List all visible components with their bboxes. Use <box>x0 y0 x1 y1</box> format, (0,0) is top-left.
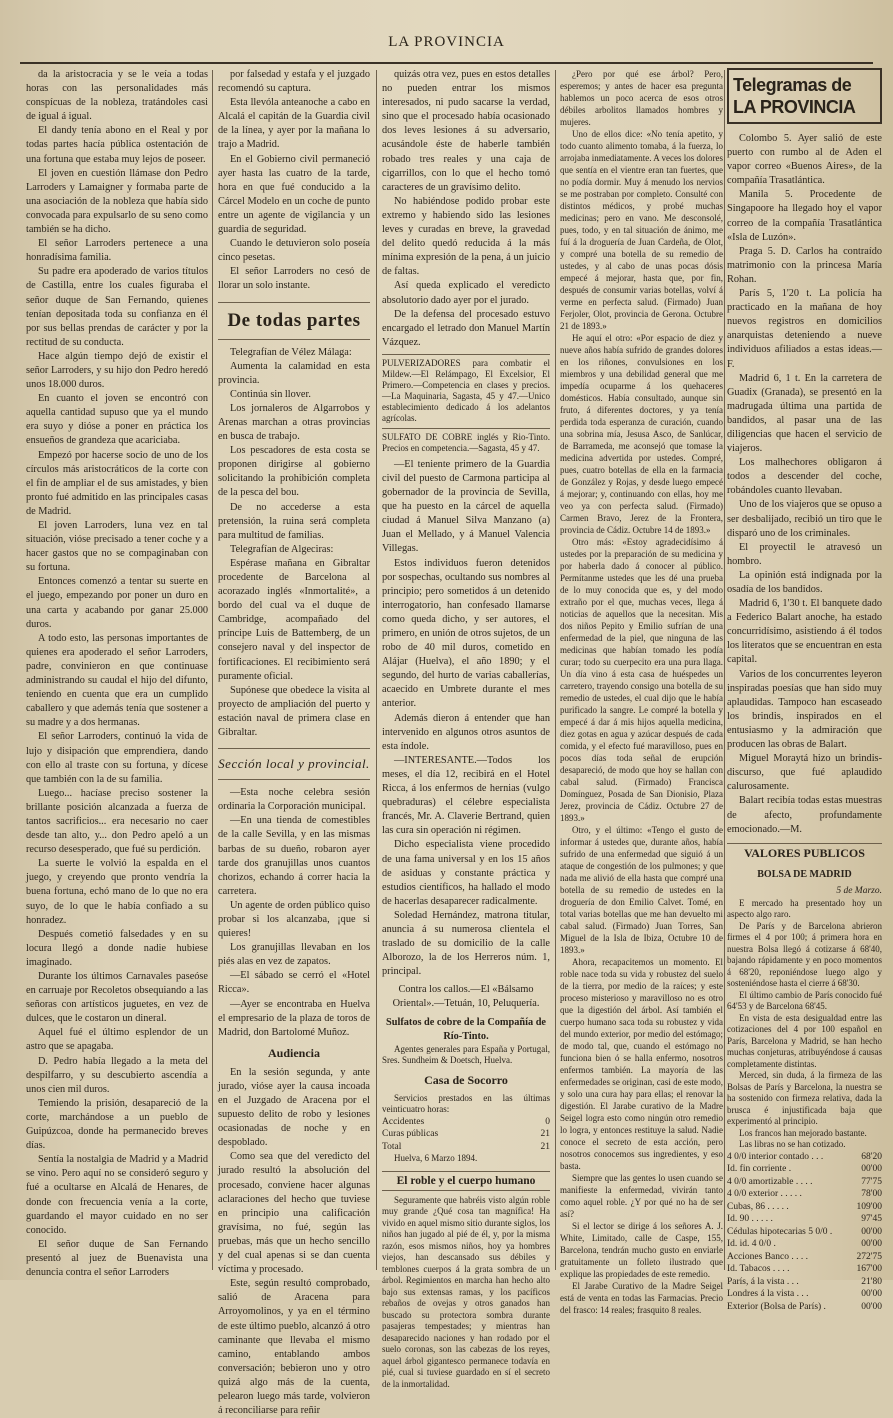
table-row <box>727 1213 882 1226</box>
telegram-item: El proyectil le atravesó un hombro. <box>727 541 882 567</box>
article-paragraph: El señor Larroders no cesó de llorar un solo instante. <box>218 266 370 292</box>
table-row <box>727 1288 882 1301</box>
telegram-item: Madrid 6, 1'30 t. El banquete dado a Federico Balart anoche, ha estado concurridísimo, asistiendo á él todos los literatos que se encuentran en esta capital. <box>727 598 882 666</box>
row-label: Id. id. 4 0/0 . <box>727 1239 776 1250</box>
telegram-item: Manila 5. Procedente de Singapoore ha llegado hoy el vapor correo de la compañía Trasatlántica «Isla de Luzón». <box>727 189 882 243</box>
table-row <box>382 1141 550 1154</box>
row-value: 00'00 <box>861 1226 882 1237</box>
row-value: 0 <box>545 1116 550 1127</box>
telegramas-header: Telegramas de LA PROVINCIA <box>727 68 882 124</box>
telegram-item: Madrid 6, 1 t. En la carretera de Guadix (Granada), se presentó en la madrugada última una partida de bandidos, al pasar una de las diligencias que hacen el servicio de viajeros. <box>727 372 882 455</box>
row-label: Exterior (Bolsa de París) . <box>727 1301 826 1312</box>
testimonial-paragraph: Otro, y el último: «Tengo el gusto de informar á ustedes que, durante años, había sufrido de una enfermedad que siguió á un ataque de congestión de los pulmones; y que nada me alivió de ella hasta que compré una botella de su remedio de ustedes en la droguería de don Emilio Calvet. Tomé, en total varias botellas que me han devuelto mi cabal salud. (Firmado) Juan Torres, San Miguel de la Isla de Ibiza, Octubre 10 de 1893.» <box>560 825 723 955</box>
article-paragraph: Luego... hacíase preciso sostener la brillante posición alcanzada a fuerza de tantos sacrificios... era necesario no caer desde tan alto, y... don Pedro apeló a un recurso desesperado, que fué su perdición. <box>26 787 208 856</box>
article-paragraph: Aquel fué el último esplendor de un astro que se apagaba. <box>26 1027 208 1053</box>
telegram-item: Colombo 5. Ayer salió de este puerto con rumbo al de Aden el vapor correo «Buenos Aires», de la compañía Trasatlántica. <box>727 133 882 187</box>
audiencia-paragraph: Como sea que del veredicto del jurado resultó la absolución del procesado, conviene hacer algunas aclaraciones del hecho que tuviese en principio una calificación gravísima, no fué, según las pruebas, más que un hecho sencillo y del cual apenas si se dan cuenta víctima y procesado. <box>218 1151 370 1276</box>
article-paragraph: Cuando le detuvieron solo poseía cinco pesetas. <box>218 238 370 264</box>
article-paragraph: A todo esto, las personas importantes de quienes era apoderado el señor Larroders, padre, convinieron en que continuase administrando su caudal el hijo del difunto, teniendo en cuenta que era un cumplido caballero y que además tenía que sostener a su madre y a dos hermanas. <box>26 632 208 729</box>
column-1 <box>26 68 208 1278</box>
table-row <box>727 1176 882 1189</box>
row-value: 167'00 <box>856 1264 882 1275</box>
table-row <box>727 1263 882 1276</box>
table-row <box>727 1188 882 1201</box>
casa-socorro-table <box>382 1116 550 1154</box>
telegram-item: Balart recibía todas estas muestras de afecto, profundamente emocionado.—M. <box>727 795 882 835</box>
bolsa-paragraph: Los francos han mejorado bastante. <box>739 1127 867 1138</box>
news-paragraph: Soledad Hernández, matrona titular, anuncia á su numerosa clientela el traslado de su domicilio de la calle Alborozo, la de los Herreros núm. 1, principal. <box>382 909 550 978</box>
testimonial-paragraph: Siempre que las gentes lo usen cuando se manifieste la enfermedad, vivirán tanto como aquel roble. ¿Y por qué no ha de ser así? <box>560 1173 723 1219</box>
column-5 <box>727 68 882 1312</box>
newspaper-title: LA PROVINCIA <box>388 34 505 50</box>
casa-socorro-date: Huelva, 6 Marzo 1894. <box>394 1153 478 1164</box>
row-value: 78'00 <box>861 1189 882 1200</box>
table-row <box>727 1226 882 1239</box>
masthead <box>20 30 873 64</box>
valores-publicos-title: VALORES PUBLICOS <box>727 843 882 862</box>
table-row <box>382 1128 550 1141</box>
telegram-paragraph: De no accederse a esta pretensión, la ruina será completa para multitud de familias. <box>218 501 370 541</box>
telegram-item: La opinión está indignada por la osadía de los bandidos. <box>727 569 882 595</box>
section-title-de-todas-partes: De todas partes <box>218 302 370 340</box>
roble-title: El roble y el cuerpo humano <box>382 1171 550 1191</box>
article-paragraph: El dandy tenía abono en el Real y por todas partes hacía pública ostentación de una fortuna que estaba muy lejos de poseer. <box>26 125 208 165</box>
table-row <box>727 1238 882 1251</box>
row-label: 4 0/0 exterior . . . . . <box>727 1189 802 1200</box>
bolsa-paragraph: En vista de esta desigualdad entre las cotizaciones del 4 por 100 español en París, Barcelona y Madrid, se han hecho muchas conjeturas, atribuyéndose á causas completamente distintas. <box>727 1012 882 1069</box>
table-row <box>727 1201 882 1214</box>
bolsa-date: 5 de Marzo. <box>836 885 882 896</box>
column-divider <box>212 70 213 1270</box>
table-row <box>382 1116 550 1129</box>
article-paragraph: El señor Larroders, continuó la vida de lujo y disipación que emprendiera, dando con ello al traste con su fortuna, y dícese que también con la de su familia. <box>26 731 208 785</box>
bolsa-paragraph: Las libras no se han cotizado. <box>739 1139 846 1150</box>
row-label: Cubas, 86 . . . . . <box>727 1201 789 1212</box>
column-4 <box>560 68 723 1315</box>
local-news-paragraph: —Ayer se encontraba en Huelva el empresario de la plaza de toros de Madrid, don Bartolomé Muñoz. <box>218 998 370 1038</box>
testimonial-paragraph: Si el lector se dirige á los señores A. J. White, Limitado, calle de Caspe, 155, Barcelona, tendrán mucho gusto en enviarle gratuitamente un folleto ilustrado que explique las propiedades de este remedio. <box>560 1221 723 1279</box>
notice-callos: Contra los callos.—El «Bálsamo Oriental».—Tetuán, 10, Peluquería. <box>392 984 540 1010</box>
row-label: 4 0/0 interior contado . . . <box>727 1151 824 1162</box>
article-paragraph: Sentía la nostalgia de Madrid y a Madrid se vino. Pero aquí no se consideró seguro y fué a ocultarse en Alcalá de Henares, de donde con frecuencia venía a la corte, guardando el mayor cuidado en no ser conocido. <box>26 1154 208 1236</box>
row-label: Id. fin corriente . <box>727 1164 792 1175</box>
article-paragraph: El señor Larroders pertenece a una honradísima familia. <box>26 238 208 264</box>
row-value: 21 <box>540 1129 550 1140</box>
testimonial-paragraph: Uno de ellos dice: «No tenía apetito, y todo cuanto alimento tomaba, á la fuerza, lo arrojaba inmediatamente. A veces los dolores que sentía en el vientre eran tan fuertes, que no podía dormir. Muy á menudo los nervios se me postraban por completo. Consulté con distintos médicos, y probé muchas medicinas; pero en vano. Me desconsolé, pues, todo, y en tal situación de ánimo, me fuí á la droguería de Juan Cardeña, de Olot, y compré una botella de su remedio de ustedes, y al cabo de unas pocas dósis empecé á mejorar, hasta que, por fin, después de consumir varias botellas, volví á verme en perfecta salud. (Firmado) Juan Ferjoler, Olot, provincia de Gerona. Octubre 21 de 1893.» <box>560 129 723 331</box>
article-paragraph: Después cometió falsedades y en su locura llegó a donde nadie hubiese imaginado. <box>26 928 208 968</box>
news-paragraph: Estos individuos fueron detenidos por sospechas, ocultando sus nombres al principio; pero sometidos á un detenido interrogatorio, han confesado llamarse como queda dicho, y ser autores, el primero, en unión de otros sujetos, de un robo de 40 mil duros, cometido en Alájar (Huelva), el año 1890; y el segundo, del hurto de varias caballerías, acaecido en Umbrete durante el mes anterior. <box>382 557 550 710</box>
telegram-paragraph: Aumenta la calamidad en esta provincia. <box>218 360 370 386</box>
bolsa-title: BOLSA DE MADRID <box>757 868 852 880</box>
telegram-item: París 5, 1'20 t. La policía ha practicado en la mañana de hoy nuevos registros en domicilios anarquistas deteniendo a nueve individuos afiliados a estas ideas.—F. <box>727 288 882 370</box>
local-news-paragraph: —En una tienda de comestibles de la calle Sevilla, y en las mismas barbas de su dueño, robaron ayer tarde dos granujillas unos cuantos chorizos, echando á correr hacia la carretera. <box>218 815 370 897</box>
row-label: Total <box>382 1141 402 1152</box>
column-2 <box>218 68 370 1417</box>
telegram-item: Varios de los concurrentes leyeron inspiradas poesías que han sido muy aplaudidas. Tampoco han escaseado los brindis, inspirados en el entusiasmo y la admiración que producen las obras de Balart. <box>727 668 882 751</box>
audiencia-paragraph: En la sesión segunda, y ante jurado, vióse ayer la causa incoada en el Juzgado de Aracena por el supuesto delito de robo y lesiones ocasionadas de noche y en despoblado. <box>218 1066 370 1149</box>
row-value: 00'00 <box>861 1301 882 1312</box>
row-value: 77'75 <box>861 1176 882 1187</box>
bolsa-rates-table <box>727 1151 882 1314</box>
article-paragraph: Esta llevóla anteanoche a cabo en Alcalá el capitán de la Guardia civil de la línea, y ayer por la mañana lo trajo a Madrid. <box>218 97 370 151</box>
article-paragraph: da la aristocracia y se le veía a todas horas con las personalidades más conspícuas de la nobleza, tratándoles casi de igual á igual. <box>26 69 208 123</box>
article-paragraph: Entonces comenzó a tentar su suerte en el juego, empezando por poner un duro en una carta y acabando por ganar 25.000 duros. <box>26 576 208 630</box>
column-divider <box>555 70 556 1270</box>
article-paragraph: De la defensa del procesado estuvo encargado el letrado don Manuel Martín Vázquez. <box>382 308 550 348</box>
row-value: 00'00 <box>861 1289 882 1300</box>
article-paragraph: Empezó por hacerse socio de uno de los círculos más aristocráticos de la corte con el fin de ampliar el de sus amistades, y bien pronto fué admitido en las principales casas de Madrid. <box>26 449 208 517</box>
row-label: Accidentes <box>382 1116 425 1127</box>
telegram-paragraph: Los pescadores de esta costa se proponen dirigirse al gobierno solicitando la prohibición completa de la pesca del bou. <box>218 445 370 499</box>
testimonial-paragraph: He aquí el otro: «Por espacio de diez y nueve años había sufrido de grandes dolores en los riñones, convulsiones en los miembros y una debilidad general que me impedía ocuparme á los quehaceres domésticos. Había consultado, aunque sin fruto, á diferentes doctores, y ya tenía perdida toda esperanza de curación, cuando una sobrina mía, Jesusa Asco, de Sanlúcar, de Barrameda, me aconsejó que tomase la medicina advertida por ustedes. Compré, pues, cuatro botellas de ella en la farmacia de González y Rojas, y desde luego empecé á mejorar; y, continuando con ellas, hoy me veo ya con perfecta salud. (Firmado) Carmen Bravo, Jerez de la Frontera, provincia de Cádiz. Octubre 14 de 1893.» <box>560 333 723 535</box>
article-paragraph: Durante los últimos Carnavales paseóse en carruaje por Recoletos obsequiando a las señoras con artísticos juguetes, en vez de dulces, que le costaron un dineral. <box>26 971 208 1025</box>
news-paragraph: —INTERESANTE.—Todos los meses, el día 12, recibirá en el Hotel Ricca, á los enfermos de hernias (vulgo quebraduras) el célebre especialista francés, Mr. A. Claverie Bertrand, quien las cura sin operación ni régimen. <box>382 754 550 837</box>
testimonial-paragraph: Ahora, recapacitemos un momento. El roble nace toda su vida y robustez del suelo de la tierra, por medio de la raíces; y este proceso misterioso y maravilloso no es otro que la digestión del árbol. Así también el cuerpo humano saca toda su robustez y vida del mundo exterior, por medio del estómago; de modo tal, que, cuando el estómago no funciona bien ó se halla enfermo, nosotros enfermos también. La mayoría de las enfermedades se originan, casi de este modo, y solo una cura hay para ellas; el renovar la digestión. El Jarabe curativo de la Madre Seigel logra esto como ningún otro remedio lo logra, y entonces restituye la salud. Nadie conoce el secreto de esta acción, pero nosotros conocemos sus ingredientes, y eso basta. <box>560 957 723 1171</box>
article-paragraph: El señor duque de San Fernando presentó al juez de Buenavista una denuncia contra el señor Larroders <box>26 1238 208 1278</box>
column-divider <box>724 70 725 1270</box>
notice-sulfatos-title: Sulfatos de cobre de la Compañía de Río-Tinto. <box>386 1016 546 1042</box>
roble-paragraph: Seguramente que habréis visto algún roble muy grande ¿Qué cosa tan magnífica! Ha vivido en aquel mismo sitio durante siglos, los niños han jugado al pié de él, y, por la misma razón, esos mismos niños, hoy ya hombres viejos, han descansado sus débiles y temblones cuerpos á la grata sombra de un árbol. Regimientos en marcha han hecho alto bajo sus extensas ramas, y los pacíficos rebaños de ovejas y otros ganados han buscado su protectora sombra durante pasajeras tempestades; y mientras han desaparecido naciones y han rodado por el suelo coronas, son las cabezas de los reyes, aquel árbol gigantesco permanece todavía en pié, cual si tuviese guardado en sí el secreto de la inmortalidad. <box>382 1194 550 1389</box>
news-paragraph: Dicho especialista viene procedido de una fama universal y en los 15 años de asiduas y constante práctica y estudios científicos, ha hallado el modo de hacerlas desaparecer radicalmente. <box>382 839 550 907</box>
row-label: Curas públicas <box>382 1129 439 1140</box>
row-value: 272'75 <box>856 1251 882 1262</box>
bolsa-paragraph: Merced, sin duda, á la firmeza de las Bolsas de París y Barcelona, la nuestra se ha sostenido con firmeza relativa, dada la brusca é injustificada baja que experimentó al principio. <box>727 1070 882 1127</box>
article-paragraph: D. Pedro había llegado a la meta del despilfarro, y su descubierto ascendía a unos cien mil duros. <box>26 1055 208 1095</box>
row-value: 21'80 <box>861 1276 882 1287</box>
article-paragraph: Así queda explicado el veredicto absolutorio dado ayer por el jurado. <box>382 280 550 306</box>
advertisement-pulverizadores: PULVERIZADORES para combatir el Mildew.—El Relámpago, El Excelsior, El Primero.—Competencia en clases y precios.—La Maquinaria, Sagasta, 45 y 47.—Unico establecimiento dedicado á los adelantos agrícolas. <box>382 354 550 424</box>
audiencia-paragraph: Este, según resultó comprobado, salió de Aracena para Arroyomolinos, y ya en el término de este último pueblo, alcanzó á otro caminante que llevaba el mismo camino, entablando ambos conversación; bebieron uno y otro quizá algo más de la cuenta, pelearon luego más tarde, volvieron á reconciliarse para reñir <box>218 1278 370 1417</box>
telegram-paragraph: Continúa sin llover. <box>230 388 311 400</box>
table-row <box>727 1301 882 1314</box>
table-row <box>727 1251 882 1264</box>
row-label: París, á la vista . . . <box>727 1276 799 1287</box>
row-value: 97'45 <box>861 1214 882 1225</box>
section-title-local: Sección local y provincial. <box>218 748 370 780</box>
casa-socorro-intro: Servicios prestados en las últimas veinticuatro horas: <box>382 1092 550 1115</box>
local-news-paragraph: —Esta noche celebra sesión ordinaria la Corporación municipal. <box>218 787 370 813</box>
testimonial-paragraph: El Jarabe Curativo de la Madre Seigel está de venta en todas las Farmacias. Precio del frasco: 14 reales; frasquito 8 reales. <box>560 1281 723 1315</box>
row-label: Cédulas hipotecarias 5 0/0 . <box>727 1226 833 1237</box>
article-paragraph: quizás otra vez, pues en estos detalles no pueden entrar los mismos interesados, ni pudo sacarse la verdad, sino que el procesado había ocasionado dos leves lesiones á su adversario, acusándole éste de haberle también robado tres reales y una caja de cigarrillos, con lo que el hecho tomó caracteres de un gravísimo delito. <box>382 69 550 193</box>
row-value: 21 <box>540 1141 550 1152</box>
casa-socorro-title: Casa de Socorro <box>424 1072 508 1087</box>
subsection-audiencia: Audiencia <box>267 1045 320 1060</box>
testimonial-paragraph: ¿Pero por qué ese árbol? Pero, esperemos; y antes de hacer esa pregunta hablemos un poco acerca de esos otros débiles arbolitos llamados hombres y mujeres. <box>560 69 723 127</box>
table-row <box>727 1151 882 1164</box>
bolsa-paragraph: E mercado ha presentado hoy un aspecto algo raro. <box>727 897 882 920</box>
advertisement-sulfato: SULFATO DE COBRE inglés y Rio-Tinto. Precios en competencia.—Sagasta, 45 y 47. <box>382 428 550 454</box>
telegram-paragraph: Espérase mañana en Gibraltar procedente de Barcelona al acorazado inglés «Inmortalité», a bordo del cual va el duque de Cambridge, acompañado del príncipe Luis de Battemberg, de un consejero naval y del inspector de fortificaciones. El recibimiento será puramente oficial. <box>218 557 370 682</box>
row-value: 68'20 <box>861 1151 882 1162</box>
column-3 <box>382 68 550 1389</box>
telegram-item: Los malhechores obligaron á todos a descender del coche, robándoles cuanto llevaban. <box>727 457 882 497</box>
row-label: Londres á la vista . . . <box>727 1289 809 1300</box>
telegram-paragraph: Supónese que obedece la visita al proyecto de ampliación del puerto y estación naval de primera clase en Gibraltar. <box>218 684 370 739</box>
news-paragraph: —El teniente primero de la Guardia civil del puesto de Carmona participa al gobernador de la provincia de Sevilla, que ha puesto en la cárcel de aquella ciudad á Manuel Silva Manzano (a) Juan el Mellado, y á Manuel Valencia Villegas. <box>382 458 550 555</box>
row-label: 4 0/0 amortizable . . . . <box>727 1176 813 1187</box>
row-value: 00'00 <box>861 1239 882 1250</box>
news-paragraph: Además dieron á entender que han intervenido en algunos otros asuntos de esta índole. <box>382 712 550 752</box>
article-paragraph: El joven en cuestión llámase don Pedro Larroders y Lamaigner y formaba parte de una asociación de la nobleza que había sido convocada para expulsarlo de su seno como también se ha dicho. <box>26 167 208 236</box>
article-paragraph: El joven Larroders, luna vez en tal situación, vióse precisado a tener coche y a hacer gastos que no se compaginaban con su fortuna. <box>26 520 208 574</box>
article-paragraph: Hace algún tiempo dejó de existir el señor Larroders, y su hijo don Pedro heredó unos 18.000 duros. <box>26 350 208 391</box>
telegram-paragraph: Los jornaleros de Algarrobos y Arenas marchan a otras provincias en busca de trabajo. <box>218 402 370 443</box>
telegram-item: Praga 5. D. Carlos ha contraído matrimonio con la princesa María Rohan. <box>727 245 882 285</box>
local-news-paragraph: Un agente de orden público quiso probar si los alcanzaba, ¡que si quieres! <box>218 899 370 940</box>
telegram-paragraph: Telegrafían de Algeciras: <box>230 543 334 555</box>
row-value: 109'00 <box>856 1201 882 1212</box>
notice-sulfatos-body: Agentes generales para España y Portugal, Sres. Sundheim & Doetsch, Huelva. <box>382 1043 550 1066</box>
article-paragraph: Temiendo la prisión, desapareció de la corte, marchándose a un pueblo de Guipúzcoa, donde ha permanecido breves días. <box>26 1097 208 1152</box>
article-paragraph: En cuanto el joven se encontró con aquella cantidad supuso que ya el mundo era suyo y dióse a poner en práctica los ensueños de grandeza que acariciaba. <box>26 393 208 447</box>
bolsa-paragraph: De París y de Barcelona abrieron firmes el 4 por 100; á primera hora en nuestra Bolsa llegó á cotizarse á 68'40, bajando rápidamente y en poco momentos á 68'20, reponiéndose luego algo y sosteniéndose hasta el cierre á 68'30. <box>727 920 882 989</box>
bolsa-paragraph: El último cambio de París conocido fué 64'53 y de Barcelona 68'45. <box>727 989 882 1012</box>
telegram-item: Miguel Moraytá hizo un brindis-discurso, que fué aplaudido calurosamente. <box>727 753 882 793</box>
row-label: Id. 90 . . . . . <box>727 1214 773 1225</box>
testimonial-paragraph: Otro más: «Estoy agradecidísimo á ustedes por la preparación de su medicina y por haberla dado á conocer al público. Permítanme ustedes que les dé una prueba de lo muy conocida que es, y del modo extraño por el que, muchas veces, llega á noticias de aquellos que la necesitan. Mis dos niños Pepito y Emilio sufrían de una enfermedad de la piel, que ninguna de las medicinas que habían tomado les podía curar; todo su cuerpecito era una pura llaga. Un día vino á esta casa de huéspedes un carretero, trayendo consigo una botella de su remedio de ustedes, el cual dijo que le había purificado la sangre. Le compré la botella y empecé á dar á mis hijos aquella medicina, diez gotas en agua y azúcar después de cada comida, y el efecto fué maravilloso, pues en pocos días toda señal de erupción desapareció, de modo que hoy se hallan con cabal salud. (Firmado) Francisca Domínguez, Posada de San Dionisio, Plaza Jerez, provincia de Cádiz. Octubre 27 de 1893.» <box>560 537 723 823</box>
telegram-paragraph: Telegrafían de Vélez Málaga: <box>230 346 352 358</box>
local-news-paragraph: Los granujillas llevaban en los piés alas en vez de zapatos. <box>218 942 370 968</box>
column-divider <box>376 70 377 1270</box>
row-label: Acciones Banco . . . . <box>727 1251 808 1262</box>
article-paragraph: La suerte le volvió la espalda en el juego, y creyendo que pronto vendría la buena fortuna, echó mano de lo que no era suyo, de lo que le había confiado a su honradez. <box>26 858 208 926</box>
article-paragraph: En el Gobierno civil permaneció ayer hasta las cuatro de la tarde, hora en que fué conducido a la Cárcel Modelo en un coche de punto entre un agente de vigilancia y un guardia de seguridad. <box>218 153 370 236</box>
article-paragraph: No habiéndose podido probar este extremo y habiendo sido las lesiones leves y curadas en breve, la gravedad del delito quedó reducida á la más mínima expresión de la pena, á un juicio de faltas. <box>382 195 550 278</box>
article-paragraph: por falsedad y estafa y el juzgado recomendó su captura. <box>218 69 370 95</box>
row-value: 00'00 <box>861 1164 882 1175</box>
row-label: Id. Tabacos . . . . <box>727 1264 790 1275</box>
table-row <box>727 1276 882 1289</box>
table-row <box>727 1163 882 1176</box>
article-paragraph: Su padre era apoderado de varios títulos de Castilla, entre los cuales figuraba el señor duque de San Fernando, quienes tenían depositada toda su confianza en él por sus bellas prendas de carácter y por la rectitud de su conducta. <box>26 266 208 348</box>
telegram-item: Uno de los viajeros que se opuso a ser desbalijado, recibió un tiro que le disparó uno de los criminales. <box>727 499 882 539</box>
local-news-paragraph: —El sábado se cerró el «Hotel Ricca». <box>218 970 370 996</box>
